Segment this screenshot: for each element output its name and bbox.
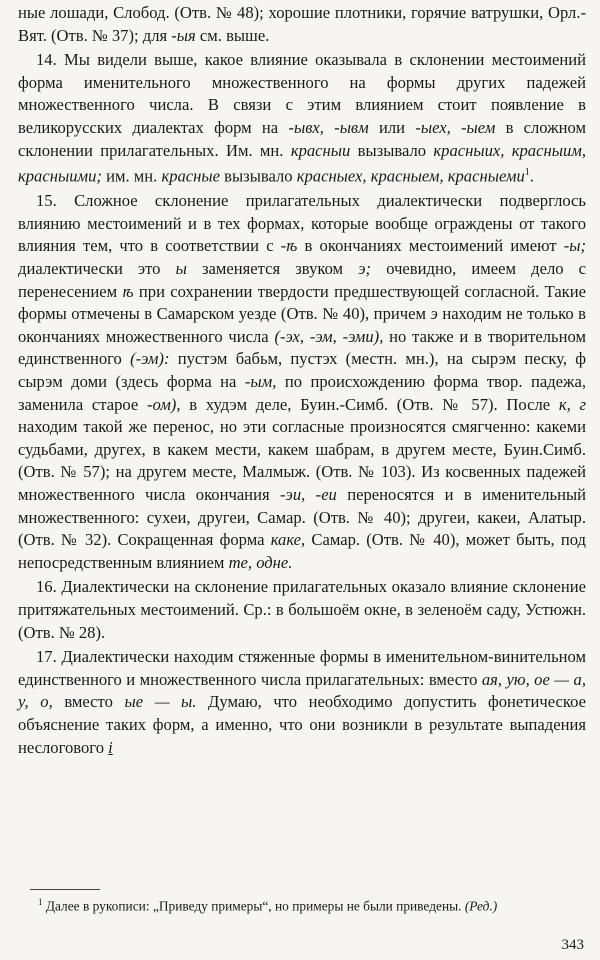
footnote-editor: (Ред.) xyxy=(464,898,498,914)
footnote-text: Далее в рукописи: „Приведу примеры“, но примеры не были приведены. xyxy=(45,898,462,914)
paragraph-14: 14. Мы видели выше, какое влияние оказывала в склонении местоимений форма именительного множественного на формы других падежей множественного числа. В связи с этим влиянием стоит появление в великорусских диалектах форм на -ывх, -ывм или -ыех, -ыем в сложном склонении прилагательных. Им. мн. красныи вызывало красныих, красныим, красныими; им. мн. красные вызывало красныех, красныем, красныеми$^1$. xyxy=(18,50,587,186)
footnote-ref[interactable]: 1 xyxy=(524,167,530,179)
paragraph-17: 17. Диалектически находим стяженные формы в именительном-винительном единственного и множественного числа прилагательных: вместо ая, ую, ое — а, у, о, вместо ые — ы. Думаю, что необходимо допустить фонетическое объяснение таких форм, а именно, что они возникли в результате выпадения неслогового i xyxy=(18,647,587,757)
footnote-divider xyxy=(30,889,100,890)
footnote xyxy=(18,893,586,915)
continuation-paragraph: ные лошади, Слобод. (Отв. № 48); хорошие плотники, горячие ватрушки, Орл.-Вят. (Отв. № 37); для -ыя см. выше. xyxy=(18,3,586,45)
paragraph-15: 15. Сложное склонение прилагательных диалектически подверглось влиянию местоимений и в тех формах, которые вообще ограждены от такого влияния тем, что в соответствии с -ѣ в окончаниях местоимений имеют -ы; диалектически это ы заменяется звуком э; очевидно, имеем дело с перенесением ѣ при сохранении твердости предшествующей согласной. Такие формы отмечены в Самарском уезде (Отв. № 40), причем э находим не только в окончаниях множественного числа (-эх, -эм, -эми), но также и в творительном единственного (-эм): пустэм бабьм, пустэх (местн. мн.), на сырэм песку, ф сырэм доми (здесь форма на -ым, по происхождению форма твор. падежа, заменила старое -ом), в худэм деле, Буин.-Симб. (Отв. № 57). После к, г находим такой же перенос, но эти согласные произносятся смягченно: какеми судьбами, другех, в какем мести, какем шабрам, в другем месте, Буин.Симб. (Отв. № 57); на другем месте, Малмыж. (Отв. № 103). Из косвенных падежей множественного числа окончания -эи, -еи переносятся и в именительный множественного: сухеи, другеи, Самар. (Отв. № 40); другеи, какеи, Алатыр. (Отв. № 32). Сокращенная форма каке, Самар. (Отв. № 40), может быть, под непосредственным влиянием те, одне. xyxy=(18,191,587,572)
footnote-mark: 1 xyxy=(38,897,43,907)
paragraph-16: 16. Диалектически на склонение прилагательных оказало влияние склонение притяжательных местоимений. Ср.: в большоём окне, в зеленоём саду, Устюжн. (Отв. № 28). xyxy=(18,577,586,642)
page-number: 343 xyxy=(561,937,584,953)
body-text xyxy=(18,2,586,759)
